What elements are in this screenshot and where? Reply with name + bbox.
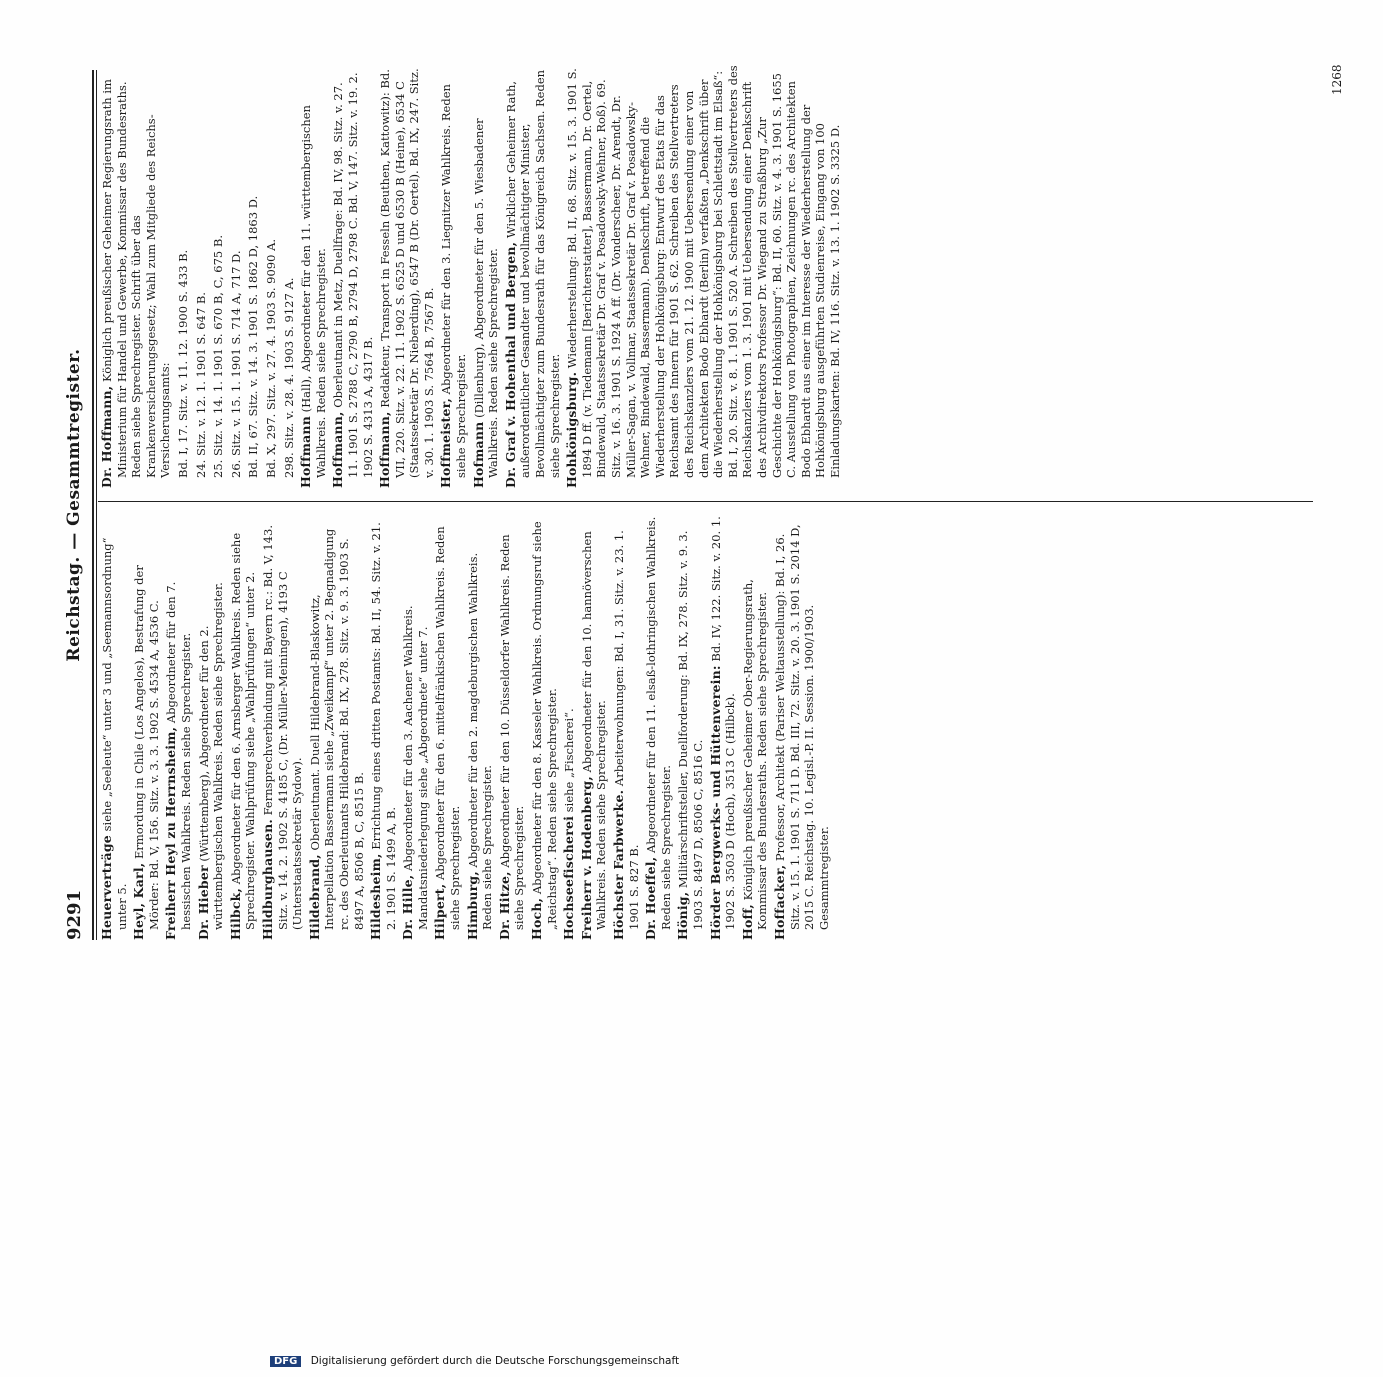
entry-text: Abgeordneter für den 6. Arnsberger Wahlkreis. Reden siehe Sprechregister. Wahlprüfung siehe „Wahlprüfungen“ unter 2.	[228, 532, 258, 930]
entry-text: Wirklicher Geheimer Rath, außerordentlicher Gesandter und bevollmächtigter Minister, Bevollmächtigter zum Bundesrath für das Königreich Sachsen. Reden siehe Sprechregister.	[503, 69, 562, 478]
entry-heading: Hoffacker,	[771, 864, 787, 940]
column-divider	[98, 501, 1313, 502]
header-rule-thin	[96, 70, 97, 940]
entry-text: Königlich preußischer Geheimer Regierungsrath im Ministerium für Handel und Gewerbe, Kommissar des Bundesraths. Reden siehe Sprechregister. Schrift über das Krankenversicherungsgesetz; Wahl zum Mitgliede des Reichs-Versicherungsamts:	[100, 79, 173, 478]
entry-heading: Hilbck,	[227, 887, 243, 940]
entry-heading: Hilpert,	[432, 883, 448, 940]
entry-text: Bd. X, 297. Sitz. v. 27. 4. 1903 S. 9090 A.	[263, 238, 278, 478]
entry-text: Oberleutnant in Metz, Duellfrage: Bd. IV, 98. Sitz. v. 27. 11. 1901 S. 2788 C, 2790 B, 2794 D, 2798 C. Bd. V, 147. Sitz. v. 19. 2. 1902 S. 4313 A, 4317 B.	[331, 72, 375, 478]
right-column	[100, 63, 846, 488]
entry-text: Bd. IV, 122. Sitz. v. 20. 1. 1902 S. 3503 D (Hoch), 3513 C (Hilbck).	[708, 516, 738, 930]
entry-text: Professor, Architekt (Pariser Weltausstellung): Bd. I, 26. Sitz. v. 15. 1. 1901 S. 711 D. Bd. III, 72. Sitz. v. 20. 3. 1901 S. 2014 D, 2015 C. Reichstag. 10. Legisl.-P. II. Session. 1900/1903. Gesammtregister.	[772, 524, 831, 930]
register-entry	[197, 515, 226, 940]
digitization-note: Digitalisierung gefördert durch die Deutsche Forschungsgemeinschaft	[310, 1355, 680, 1367]
entry-heading: Dr. Hieber	[195, 865, 211, 940]
register-entry	[100, 515, 129, 940]
register-entry	[331, 63, 375, 488]
entry-heading: Hoffmann,	[330, 411, 346, 488]
page-header	[62, 70, 88, 940]
entry-heading: Hohkönigsburg.	[564, 371, 580, 488]
entry-text: Abgeordneter für den 7. hessischen Wahlkreis. Reden siehe Sprechregister.	[164, 581, 193, 930]
register-entry	[741, 515, 770, 940]
entry-heading: Himburg,	[464, 871, 480, 940]
register-entry	[299, 63, 328, 488]
digitization-stamp	[270, 1355, 1000, 1377]
entry-text: Königlich preußischer Geheimer Ober-Regierungsrath, Kommissar des Bundesraths. Reden siehe Sprechregister.	[740, 579, 770, 930]
register-entry	[308, 515, 366, 940]
entry-heading: Hoff,	[739, 904, 755, 940]
register-entry	[644, 515, 673, 940]
register-entry	[246, 63, 261, 478]
entry-text: Arbeiterwohnungen: Bd. I, 31. Sitz. v. 23. 1. 1901 S. 827 B.	[612, 530, 641, 930]
register-entry	[100, 63, 173, 488]
register-entry	[709, 515, 738, 940]
register-entry	[132, 515, 161, 940]
entry-heading: Hörder Bergwerks- und Hüttenverein:	[707, 665, 723, 940]
entry-text: Militärschriftsteller, Duellforderung: Bd. IX, 278. Sitz. v. 9. 3. 1903 S. 8497 D, 8506 C, 8516 C.	[676, 530, 705, 930]
register-entry	[164, 515, 193, 940]
entry-text: 25. Sitz. v. 14. 1. 1901 S. 670 B, C, 675 B.	[211, 235, 226, 478]
entry-text: Abgeordneter für den 10. hannöverschen Wahlkreis. Reden siehe Sprechregister.	[579, 531, 609, 930]
register-entry	[176, 63, 191, 478]
entry-heading: Hildesheim,	[368, 853, 384, 940]
entry-heading: Hofmann	[470, 421, 486, 488]
entry-text: Wiederherstellung: Bd. II, 68. Sitz. v. 15. 3. 1901 S. 1894 D ff. (v. Tiedemann [Berichterstatter], Bassermann, Dr. Oertel, Bindewald, Staatssekretär Dr. Graf v. Posadowsky-Wehner, Roß). 69. Sitz. v. 16. 3. 1901 S. 1924 A ff. (Dr. Vonderscheer, Dr. Arendt, Dr. Müller-Sagan, v. Vollmar, Staatssekretär Dr. Graf v. Posadowsky-Wehner, Bindewald, Bassermann). Denkschrift, betreffend die Wiederherstellung der Hohkönigsburg: Entwurf des Etats für das Reichsamt des Innern für 1901 S. 62. Schreiben des Stellvertreters des Reichskanzlers vom 21. 12. 1900 mit Uebersendung einer von dem Architekten Bodo Ebhardt (Berlin) verfaßten „Denkschrift über die Wiederherstellung der Hohkönigsburg bei Schlettstadt im Elsaß“: Bd. I, 20. Sitz. v. 8. 1. 1901 S. 520 A. Schreiben des Stellvertreters des Reichskanzlers vom 1. 3. 1901 mit Uebersendung einer Denkschrift des Archivdirektors Professor Dr. Wiegand zu Straßburg „Zur Geschichte der Hohkönigsburg“: Bd. II, 60. Sitz. v. 4. 3. 1901 S. 1655 C. Ausstellung von Photographien, Zeichnungen rc. des Architekten Bodo Ebhardt aus einer im Interesse der Wiederherstellung der Hohkönigsburg ausgeführten Studienreise, Eingang von 100 Einladungskarten: Bd. IV, 116. Sitz. v. 13. 1. 1902 S. 3325 D.	[565, 65, 842, 478]
register-entry	[530, 515, 559, 940]
entry-text: (Württemberg), Abgeordneter für den 2. württembergischen Wahlkreis. Reden siehe Sprechregister.	[196, 582, 226, 930]
entry-text: Abgeordneter für den 8. Kasseler Wahlkreis. Ordnungsruf siehe „Reichstag“. Reden siehe Sprechregister.	[530, 521, 559, 930]
register-entry	[229, 63, 244, 478]
entry-text: Abgeordneter für den 2. magdeburgischen Wahlkreis. Reden siehe Sprechregister.	[465, 552, 495, 930]
entry-heading: Hoch,	[529, 897, 545, 940]
register-entry	[194, 63, 209, 478]
entry-heading: Hoffmann	[298, 415, 314, 488]
page-number: 9291	[64, 889, 85, 940]
entry-heading: Freiherr Heyl zu Herrnsheim,	[163, 726, 179, 940]
entry-text: Abgeordneter für den 10. Düsseldorfer Wahlkreis. Reden siehe Sprechregister.	[497, 534, 527, 930]
entry-heading: Dr. Hoeffel,	[643, 856, 659, 940]
entry-heading: Dr. Hitze,	[496, 871, 512, 940]
register-entry	[472, 63, 501, 488]
entry-text: 26. Sitz. v. 15. 1. 1901 S. 714 A, 717 D.	[228, 250, 243, 478]
entry-text: Oberleutnant. Duell Hildebrand-Blaskowitz, Interpellation Bassermann siehe „Zweikampf“ unter 2. Begnadigung rc. des Oberleutnants Hildebrand: Bd. IX, 278. Sitz. v. 9. 3. 1903 S. 8497 A, 8506 B, C, 8515 B.	[307, 528, 366, 930]
entry-heading: Höchster Farbwerke.	[611, 789, 626, 940]
entry-heading: Hildburghausen.	[259, 819, 275, 940]
folio-number: 1268	[1330, 64, 1344, 95]
entry-text: 298. Sitz. v. 28. 4. 1903 S. 9127 A.	[281, 277, 296, 478]
entry-heading: Hildebrand,	[306, 854, 322, 940]
entry-text: Abgeordneter für den 6. mittelfränkischen Wahlkreis. Reden siehe Sprechregister.	[433, 526, 463, 930]
running-head: Reichstag. — Gesammtregister.	[64, 348, 84, 662]
register-entry	[282, 63, 297, 478]
entry-heading: Freiherr v. Hodenberg,	[578, 776, 594, 940]
entry-text: siehe „Fischerei“.	[562, 708, 577, 813]
register-entry	[565, 63, 842, 488]
register-entry	[369, 515, 398, 940]
entry-heading: Hoffmann,	[377, 411, 393, 488]
entry-text: Abgeordneter für den 3. Aachener Wahlkreis. Mandatsniederlegung siehe „Abgeordnete“ unter 7.	[401, 605, 430, 930]
entry-text: Ermordung in Chile (Los Angelos), Bestrafung der Mörder: Bd. V, 156. Sitz. v. 3. 3. 1902 S. 4534 A, 4536 C.	[132, 565, 161, 930]
register-entry	[261, 515, 305, 940]
register-entry	[773, 515, 831, 940]
entry-heading: Dr. Hoffmann,	[99, 385, 114, 488]
entry-text: (Hall), Abgeordneter für den 11. württembergischen Wahlkreis. Reden siehe Sprechregister.	[299, 105, 328, 478]
dfg-logo: DFG	[270, 1356, 301, 1367]
register-entry	[229, 515, 258, 940]
register-entry	[676, 515, 705, 940]
entry-heading: Hoffmeister,	[438, 397, 454, 488]
entry-text: Fernsprechverbindung mit Bayern rc.: Bd. V, 143. Sitz. v. 14. 2. 1902 S. 4185 C, (Dr. Müller-Meiningen), 4193 C (Unterstaatssekretär Sydow).	[260, 525, 305, 930]
entry-heading: Hönig,	[675, 891, 691, 940]
register-entry	[264, 63, 279, 478]
entry-heading: Dr. Graf v. Hohenthal und Bergen,	[502, 241, 518, 488]
entry-text: Redakteur, Transport in Fesseln (Beuthen, Kattowitz): Bd. VII, 220. Sitz. v. 22. 11. 1902 S. 6525 D und 6530 B (Heine), 6534 C (Staatssekretär Dr. Nieberding), 6547 B (Dr. Oertel). Bd. IX, 247. Sitz. v. 30. 1. 1903 S. 7564 B, 7567 B.	[378, 68, 436, 478]
entry-heading: Hochseefischerei	[561, 815, 577, 940]
entry-heading: Dr. Hille,	[400, 874, 416, 940]
register-entry	[211, 63, 226, 478]
entry-text: Abgeordneter für den 3. Liegnitzer Wahlkreis. Reden siehe Sprechregister.	[439, 84, 469, 478]
left-column	[100, 515, 834, 940]
register-entry	[466, 515, 495, 940]
entry-text: Bd. II, 67. Sitz. v. 14. 3. 1901 S. 1862 D, 1863 D.	[246, 195, 261, 478]
register-entry	[433, 515, 462, 940]
register-entry	[580, 515, 609, 940]
register-entry	[498, 515, 527, 940]
entry-text: Abgeordneter für den 11. elsaß-lothringischen Wahlkreis. Reden siehe Sprechregister.	[644, 516, 673, 930]
entry-text: siehe „Seeleute“ unter 3 und „Seemannsordnung“ unter 5.	[100, 537, 129, 930]
register-entry	[378, 63, 436, 488]
entry-text: 24. Sitz. v. 12. 1. 1901 S. 647 B.	[193, 292, 208, 478]
register-entry	[439, 63, 468, 488]
entry-text: Bd. I, 17. Sitz. v. 11. 12. 1900 S. 433 B.	[175, 249, 190, 478]
entry-heading: Heyl, Karl,	[131, 862, 147, 940]
entry-text: (Dillenburg), Abgeordneter für den 5. Wiesbadener Wahlkreis. Reden siehe Sprechregister.	[471, 118, 501, 478]
register-entry	[562, 515, 577, 940]
entry-text: Errichtung eines dritten Postamts: Bd. II, 54. Sitz. v. 21. 2. 1901 S. 1499 A, B.	[369, 522, 398, 930]
register-entry	[612, 515, 641, 940]
entry-heading: Heuerverträge	[99, 835, 114, 940]
register-entry	[401, 515, 430, 940]
register-entry	[504, 63, 562, 488]
header-rule	[92, 70, 94, 940]
